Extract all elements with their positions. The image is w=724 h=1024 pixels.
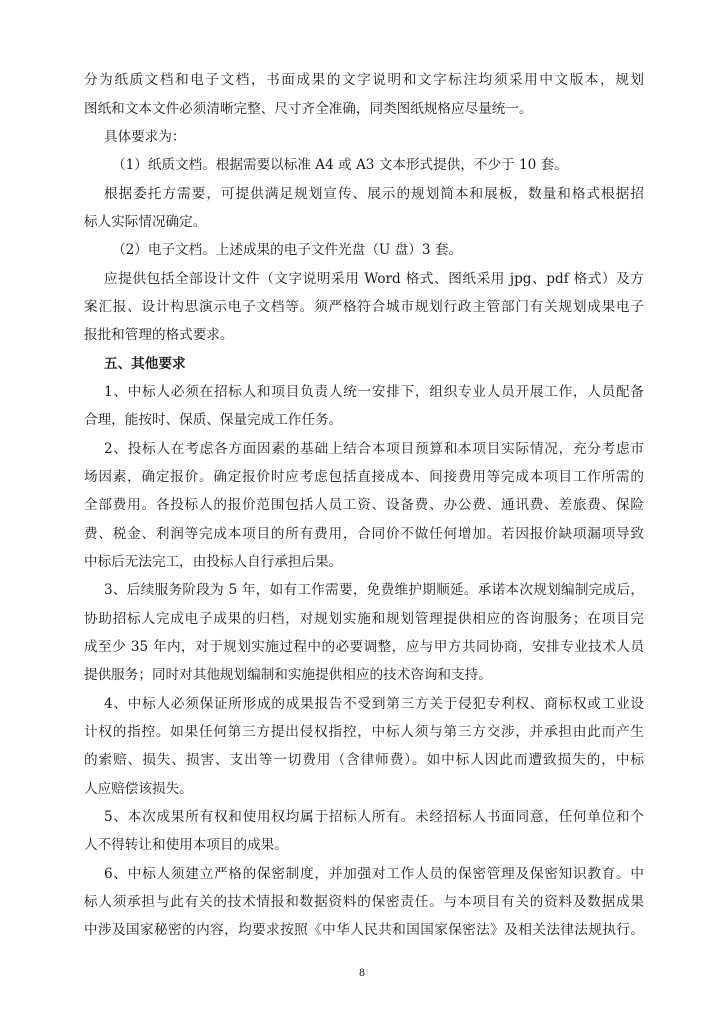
text-line: 协助招标人完成电子成果的归档，对规划实施和规划管理提供相应的咨询服务；在项目完 [84, 611, 644, 627]
text-line: 应提供包括全部设计文件（文字说明采用 Word 格式、图纸采用 jpg、pdf 格式）及方 [104, 271, 644, 287]
text-line: 费、税金、利润等完成本项目的所有费用，合同价不做任何增加。若因报价缺项漏项导致 [84, 526, 644, 542]
text-line: 根据委托方需要，可提供满足规划宣传、展示的规划简本和展板，数量和格式根据招 [104, 186, 644, 202]
text-line: 标人须承担与此有关的技术情报和数据资料的保密责任。与本项目有关的资料及数据成果 [84, 894, 644, 910]
text-line: 成至少 35 年内，对于规划实施过程中的必要调整，应与甲方共同协商，安排专业技术人员 [84, 639, 644, 655]
text-line: 分为纸质文档和电子文档，书面成果的文字说明和文字标注均须采用中文版本，规划 [84, 72, 644, 88]
text-line: 标人实际情况确定。 [84, 214, 207, 230]
section-heading: 五、其他要求 [104, 356, 186, 372]
text-line: 合理，能按时、保质、保量完成工作任务。 [84, 412, 343, 428]
text-line: （1）纸质文档。根据需要以标准 A4 或 A3 文本形式提供，不少于 10 套。 [112, 157, 568, 173]
text-line: 计权的指控。如果任何第三方提出侵权指控，中标人须与第三方交涉，并承担由此而产生 [84, 724, 644, 740]
text-line: 具体要求为： [104, 129, 186, 145]
text-line: 报批和管理的格式要求。 [84, 327, 234, 343]
text-line: 人应赔偿该损失。 [84, 781, 193, 797]
text-line: 图纸和文本文件必须清晰完整、尺寸齐全准确，同类图纸规格应尽量统一。 [84, 101, 533, 117]
text-line: 场因素，确定报价。确定报价时应考虑包括直接成本、间接费用等完成本项目工作所需的 [84, 469, 644, 485]
text-line: 2、投标人在考虑各方面因素的基础上结合本项目预算和本项目实际情况，充分考虑市 [104, 441, 644, 457]
text-line: 中标后无法完工，由投标人自行承担后果。 [84, 554, 343, 570]
text-line: 4、中标人必须保证所形成的成果报告不受到第三方关于侵犯专利权、商标权或工业设 [104, 696, 644, 712]
text-line: 人不得转让和使用本项目的成果。 [84, 837, 288, 853]
text-line: 5、本次成果所有权和使用权均属于招标人所有。未经招标人书面同意，任何单位和个 [104, 809, 644, 825]
text-line: 3、后续服务阶段为 5 年，如有工作需要，免费维护期顺延。承诺本次规划编制完成后， [104, 582, 644, 598]
text-line: 中涉及国家秘密的内容，均要求按照《中华人民共和国国家保密法》及相关法律法规执行。 [84, 922, 644, 938]
text-line: （2）电子文档。上述成果的电子文件光盘（U 盘）3 套。 [112, 242, 463, 258]
text-line: 提供服务；同时对其他规划编制和实施提供相应的技术咨询和支持。 [84, 667, 492, 683]
text-line: 6、中标人须建立严格的保密制度，并加强对工作人员的保密管理及保密知识教育。中 [104, 866, 644, 882]
page-number: 8 [358, 968, 366, 979]
text-line: 全部费用。各投标人的报价范围包括人员工资、设备费、办公费、通讯费、差旅费、保险 [84, 497, 644, 513]
text-line: 案汇报、设计构思演示电子文档等。须严格符合城市规划行政主管部门有关规划成果电子 [84, 299, 644, 315]
text-line: 1、中标人必须在招标人和项目负责人统一安排下，组织专业人员开展工作，人员配备 [104, 384, 644, 400]
text-line: 的索赔、损失、损害、支出等一切费用（含律师费）。如中标人因此而遭致损失的，中标 [84, 752, 644, 768]
